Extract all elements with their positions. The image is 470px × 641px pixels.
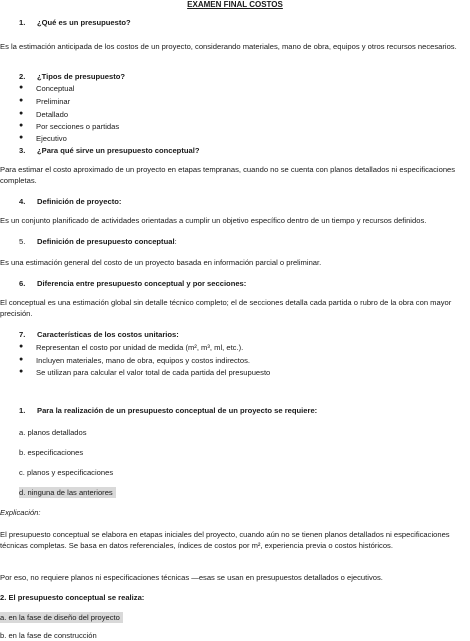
explanation-paragraph: El presupuesto conceptual se elabora en etapas iniciales del proyecto, cuando aún no se tienen planos detallados ni especificaciones técnicas completas. Se basa en datos referenciales, índices de costos por m², experiencia previa o costos históricos. — [0, 530, 450, 550]
question-number: 6. — [19, 279, 26, 288]
answer-paragraph: Es la estimación anticipada de los costos de un proyecto, considerando materiales, mano de obra, equipos y otros recursos necesarios. — [0, 42, 457, 51]
option-b: b. especificaciones — [19, 448, 84, 457]
question-number: 1. — [19, 18, 26, 27]
bullet-icon: ● — [19, 97, 24, 104]
bullet-icon: ● — [19, 122, 24, 129]
option-d-selected: d. ninguna de las anteriores — [19, 487, 116, 498]
question-heading: Características de los costos unitarios: — [37, 330, 179, 339]
option-b: b. en la fase de construcción — [0, 631, 97, 640]
question-heading: ¿Para qué sirve un presupuesto conceptual? — [37, 146, 200, 155]
question-number: 3. — [19, 146, 26, 155]
answer-paragraph: Es un conjunto planificado de actividades orientadas a cumplir un objetivo específico dentro de un tiempo y recursos definidos. — [0, 216, 427, 225]
question-number: 4. — [19, 197, 26, 206]
explanation-paragraph: Por eso, no requiere planos ni especificaciones técnicas —esas se usan en presupuestos detallados o ejecutivos. — [0, 573, 383, 582]
document-page: EXAMEN FINAL COSTOS 1. ¿Qué es un presupuesto? Es la estimación anticipada de los costos de un proyecto, considerando materiales, mano de obra, equipos y otros recursos necesarios. 2. ¿Tipos de presupuesto? ● Conceptual ● Preliminar ● Detallado ● Por secciones o partidas ● Ejecutivo 3. ¿Para qué sirve un presupuesto conceptual? Para estimar el costo aproximado de un proyecto en etapas tempranas, cuando no se cuenta con planos detallados ni especificaciones completas. 4. Definición de proyecto: Es un conjunto planificado de actividades orientadas a cumplir un objetivo específico dentro de un tiempo y recursos definidos. 5. Definición de presupuesto conceptual: Es una estimación general del costo de un proyecto basada en información parcial o preliminar. 6. Diferencia entre presupuesto conceptual y por secciones: El conceptual es una estimación global sin detalle técnico completo; el de secciones detalla cada partida o rubro de la obra con mayor precisión. 7. Características de los costos unitarios: ● Representan el costo por unidad de medida (m², m³, ml, etc.). ● Incluyen materiales, mano de obra, equipos y costos indirectos. ● Se utilizan para calcular el valor total de cada partida del presupuesto 1. Para la realización de un presupuesto conceptual de un proyecto se requiere: a. planos detallados b. especificaciones c. planos y especificaciones d. ninguna de las anteriores Explicación: El presupuesto conceptual se elabora en etapas iniciales del proyecto, cuando aún no se tienen planos detallados ni especificaciones técnicas completas. Se basa en datos referenciales, índices de costos por m², experiencia previa o costos históricos. Por eso, no requiere planos ni especificaciones técnicas —esas se usan en presupuestos detallados o ejecutivos. 2. El presupuesto conceptual se realiza: a. en la fase de diseño del proyecto b. en la fase de construcción — [0, 0, 470, 641]
bullet-icon: ● — [19, 356, 24, 363]
question-heading: ¿Qué es un presupuesto? — [37, 18, 131, 27]
question-number: 2. — [19, 72, 26, 81]
question-heading: Para la realización de un presupuesto conceptual de un proyecto se requiere: — [37, 406, 318, 415]
option-a: a. planos detallados — [19, 428, 87, 437]
question-number: 5. — [19, 237, 26, 246]
question-heading: 2. El presupuesto conceptual se realiza: — [0, 593, 145, 602]
bullet-icon: ● — [19, 134, 24, 141]
question-heading: Definición de proyecto: — [37, 197, 122, 206]
question-number: 7. — [19, 330, 26, 339]
bullet-icon: ● — [19, 84, 24, 91]
option-a-selected: a. en la fase de diseño del proyecto — [0, 612, 123, 623]
question-heading: Diferencia entre presupuesto conceptual y por secciones: — [37, 279, 247, 288]
document-title: EXAMEN FINAL COSTOS — [187, 0, 283, 9]
question-heading: ¿Tipos de presupuesto? — [37, 72, 126, 81]
option-c: c. planos y especificaciones — [19, 468, 114, 477]
answer-paragraph: Es una estimación general del costo de un proyecto basada en información parcial o preliminar. — [0, 258, 322, 267]
question-number: 1. — [19, 406, 26, 415]
bullet-icon: ● — [19, 343, 24, 350]
bullet-icon: ● — [19, 110, 24, 117]
question-heading: Definición de presupuesto conceptual: — [37, 237, 177, 246]
bullet-icon: ● — [19, 368, 24, 375]
answer-paragraph: Para estimar el costo aproximado de un proyecto en etapas tempranas, cuando no se cuenta con planos detallados ni especificaciones completas. — [0, 165, 456, 185]
answer-paragraph: El conceptual es una estimación global sin detalle técnico completo; el de secciones detalla cada partida o rubro de la obra con mayor precisión. — [0, 298, 452, 318]
explanation-label: Explicación: — [0, 508, 41, 517]
